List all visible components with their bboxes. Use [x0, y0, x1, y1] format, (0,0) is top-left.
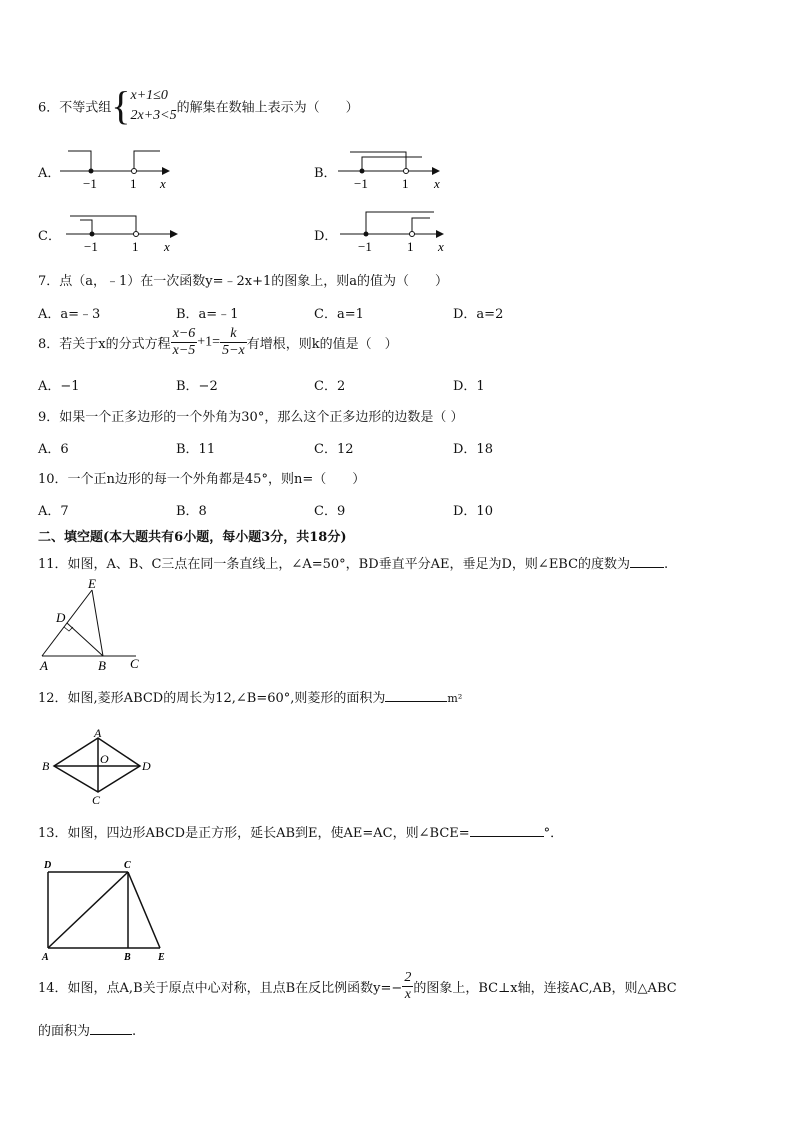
q6-option-b-label: B．	[314, 166, 337, 181]
q14-stem	[38, 970, 677, 1003]
answer-blank	[385, 689, 447, 702]
tick-neg1: −1	[84, 239, 98, 254]
label-e: E	[158, 952, 165, 963]
tick-neg1: −1	[358, 239, 372, 254]
label-d: D	[142, 759, 151, 773]
q6-option-c-label: C．	[38, 229, 61, 244]
label-c: C	[124, 860, 131, 871]
fraction: $\frac{2}{x}$	[404, 970, 412, 1002]
inequality-2: 2x+3<5	[130, 108, 177, 123]
tick-neg1: −1	[83, 176, 97, 191]
q6-suffix: 的解集在数轴上表示为（ ）	[176, 100, 359, 116]
unit: m²	[447, 692, 463, 705]
q14-suffix: 的图象上，BC⊥x轴，连接AC,AB，则△ABC	[413, 981, 677, 996]
q9-stem: 9．如果一个正多边形的一个外角为30°，那么这个正多边形的边数是（ ）	[38, 410, 464, 425]
q8-prefix: 8．若关于x的分式方程	[38, 337, 171, 352]
q10-option-b: B．8	[176, 504, 207, 519]
axis-label-x: x	[438, 239, 444, 254]
fraction-2: $\frac{k}{5-x}$	[222, 326, 245, 358]
axis-label-x: x	[434, 176, 440, 191]
section-title: 二、填空题(本大题共有6小题，每小题3分，共18分)	[38, 530, 347, 545]
q9-option-a: A．6	[38, 442, 69, 457]
q12-stem	[38, 687, 462, 706]
q13-text: 13．如图，四边形ABCD是正方形，延长AB到E，使AE=AC，则∠BCE=	[38, 826, 470, 841]
q6-stem	[38, 83, 359, 128]
q8-stem	[38, 326, 398, 359]
figure-q13	[38, 856, 173, 964]
q14-line2: 的面积为 .	[38, 1024, 137, 1039]
label-a: A	[40, 658, 48, 672]
q6-prefix: 6．不等式组	[38, 100, 112, 116]
q9-option-d: D．18	[453, 442, 493, 457]
number-line-a	[60, 145, 180, 195]
q11-text: 11．如图，A、B、C三点在同一条直线上，∠A=50°，BD垂直平分AE，垂足为D，则∠EBC的度数为	[38, 557, 631, 572]
q10-option-d: D．10	[453, 504, 493, 519]
label-b: B	[42, 759, 50, 773]
q8-option-c: C．2	[314, 379, 346, 394]
q14-prefix: 14．如图，点A,B关于原点中心对称，且点B在反比例函数y=−	[38, 981, 403, 996]
number-line-d	[340, 206, 455, 258]
figure-q11	[36, 576, 146, 672]
q8-mid: +1=	[197, 334, 221, 350]
q10-stem: 10．一个正n边形的每一个外角都是45°，则n=（ ）	[38, 472, 366, 487]
label-c: C	[92, 793, 101, 806]
answer-blank	[90, 1022, 132, 1035]
q12-text: 12．如图,菱形ABCD的周长为12,∠B=60°,则菱形的面积为	[38, 691, 386, 706]
label-e: E	[88, 576, 96, 591]
tick-1: 1	[130, 176, 137, 191]
q8-option-a: A．−1	[38, 379, 80, 394]
q10-option-c: C．9	[314, 504, 346, 519]
label-a: A	[94, 726, 102, 740]
label-c: C	[130, 656, 139, 671]
label-b: B	[98, 658, 106, 672]
number-line-c	[66, 208, 186, 258]
label-b: B	[124, 952, 131, 963]
axis-label-x: x	[160, 176, 166, 191]
q11-stem: 11．如图，A、B、C三点在同一条直线上，∠A=50°，BD垂直平分AE，垂足为D，则∠EBC的度数为 .	[38, 557, 669, 572]
q8-suffix: 有增根，则k的值是（ ）	[246, 337, 398, 352]
q6-option-d-label: D．	[314, 229, 338, 244]
q7-option-b: B．a=﹣1	[176, 307, 239, 322]
q9-option-b: B．11	[176, 442, 216, 457]
fraction-1: $\frac{x-6}{x-5}$	[172, 326, 196, 358]
q7-stem: 7．点（a，﹣1）在一次函数y=﹣2x+1的图象上，则a的值为（ ）	[38, 274, 449, 289]
axis-label-x: x	[164, 239, 170, 254]
q8-option-b: B．−2	[176, 379, 218, 394]
q6-option-a-label: A．	[38, 166, 61, 181]
system-brace: {	[111, 83, 131, 128]
inequality-1: x+1≤0	[130, 88, 168, 103]
label-d: D	[44, 860, 52, 871]
tick-1: 1	[132, 239, 139, 254]
tick-1: 1	[407, 239, 414, 254]
q9-option-c: C．12	[314, 442, 354, 457]
label-a: A	[42, 952, 49, 963]
q8-option-d: D．1	[453, 379, 485, 394]
answer-blank	[630, 555, 664, 568]
number-line-b	[338, 145, 448, 195]
q7-option-c: C．a=1	[314, 307, 364, 322]
label-d: D	[56, 610, 66, 625]
q7-option-d: D．a=2	[453, 307, 504, 322]
label-o: O	[100, 752, 109, 766]
q7-option-a: A．a=﹣3	[38, 307, 101, 322]
inequality-system	[130, 86, 176, 126]
answer-blank	[470, 824, 544, 837]
figure-q12	[40, 726, 160, 806]
tick-1: 1	[402, 176, 409, 191]
q10-option-a: A．7	[38, 504, 69, 519]
tick-neg1: −1	[354, 176, 368, 191]
q13-stem: 13．如图，四边形ABCD是正方形，延长AB到E，使AE=AC，则∠BCE= °．	[38, 826, 564, 841]
